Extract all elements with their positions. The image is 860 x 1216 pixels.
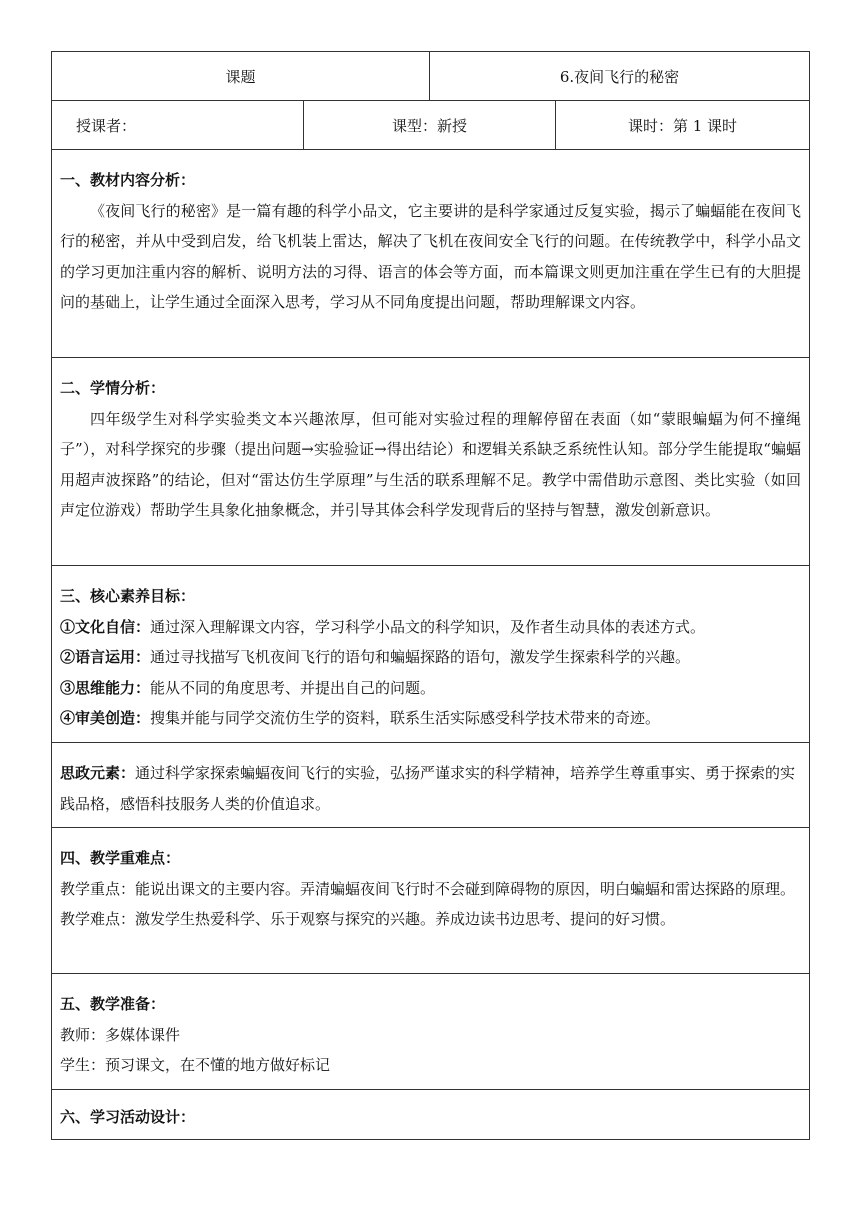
- goal-label: ④审美创造：: [60, 709, 151, 727]
- goal-item: [60, 612, 801, 643]
- goal-text: 通过寻找描写飞机夜间飞行的语句和蝙蝠探路的语句，激发学生探索科学的兴趣。: [150, 648, 691, 666]
- goal-text: 通过深入理解课文内容，学习科学小品文的科学知识，及作者生动具体的表述方式。: [150, 617, 706, 636]
- prep-section: [52, 974, 810, 1090]
- period-label: 课时：第 1 课时: [556, 101, 810, 150]
- activities-section: [52, 1090, 810, 1140]
- goal-item: [60, 673, 801, 704]
- lesson-plan-table: [51, 51, 810, 1140]
- info-row: [52, 101, 810, 150]
- analysis-body: 《夜间飞行的秘密》是一篇有趣的科学小品文，它主要讲的是科学家通过反复实验，揭示了蝙蝠能在夜间飞行的秘密，并从中受到启发，给飞机装上雷达，解决了飞机在夜间安全飞行的问题。在传统教学中，科学小品文的学习更加注重内容的解析、说明方法的习得、语言的体会等方面，而本篇课文则更加注重在学生已有的大胆提问的基础上，让学生通过全面深入思考，学习从不同角度提出问题，帮助理解课文内容。: [60, 201, 802, 311]
- students-title: 二、学情分析：: [60, 379, 166, 397]
- topic-row: [52, 52, 810, 101]
- goal-item: [60, 703, 801, 734]
- students-section: [52, 358, 810, 566]
- keypoints-section: [52, 828, 810, 974]
- keypoints-focus: 教学重点：能说出课文的主要内容。弄清蝙蝠夜间飞行时不会碰到障碍物的原因，明白蝙蝠和雷达探路的原理。: [60, 879, 796, 898]
- goal-text: 搜集并能与同学交流仿生学的资料，联系生活实际感受科学技术带来的奇迹。: [150, 709, 661, 727]
- teacher-label: 授课者：: [52, 101, 304, 150]
- keypoints-title: 四、教学重难点：: [60, 849, 181, 867]
- topic-label: 课题: [52, 52, 430, 101]
- goal-label: ③思维能力：: [60, 678, 151, 697]
- goal-item: [60, 642, 801, 673]
- ideology-paragraph: [60, 758, 801, 819]
- topic-value: 6.夜间飞行的秘密: [430, 52, 810, 101]
- goal-label: ②语言运用：: [60, 648, 151, 666]
- goals-title: 三、核心素养目标：: [60, 587, 196, 605]
- goals-section: [52, 566, 810, 743]
- ideology-section: [52, 743, 810, 828]
- activities-title: 六、学习活动设计：: [60, 1108, 196, 1126]
- analysis-section: [52, 150, 810, 358]
- prep-title: 五、教学准备：: [60, 995, 166, 1013]
- type-label: 课型：新授: [304, 101, 556, 150]
- prep-student: 学生：预习课文，在不懂的地方做好标记: [60, 1056, 331, 1074]
- ideology-label: 思政元素：: [60, 764, 136, 782]
- ideology-text: 通过科学家探索蝙蝠夜间飞行的实验，弘扬严谨求实的科学精神，培养学生尊重事实、勇于探索的实践品格，感悟科技服务人类的价值追求。: [60, 764, 796, 813]
- analysis-title: 一、教材内容分析：: [60, 171, 196, 189]
- prep-teacher: 教师：多媒体课件: [60, 1025, 181, 1044]
- goal-text: 能从不同的角度思考、并提出自己的问题。: [150, 678, 436, 697]
- lesson-plan: [51, 51, 809, 1140]
- goal-label: ①文化自信：: [60, 617, 151, 636]
- keypoints-difficulty: 教学难点：激发学生热爱科学、乐于观察与探究的兴趣。养成边读书边思考、提问的好习惯。: [60, 910, 676, 928]
- students-body: 四年级学生对科学实验类文本兴趣浓厚，但可能对实验过程的理解停留在表面（如“蒙眼蝙蝠为何不撞绳子”），对科学探究的步骤（提出问题→实验验证→得出结论）和逻辑关系缺乏系统性认知。部分学生能提取“蝙蝠用超声波探路”的结论，但对“雷达仿生学原理”与生活的联系理解不足。教学中需借助示意图、类比实验（如回声定位游戏）帮助学生具象化抽象概念，并引导其体会科学发现背后的坚持与智慧，激发创新意识。: [60, 409, 802, 519]
